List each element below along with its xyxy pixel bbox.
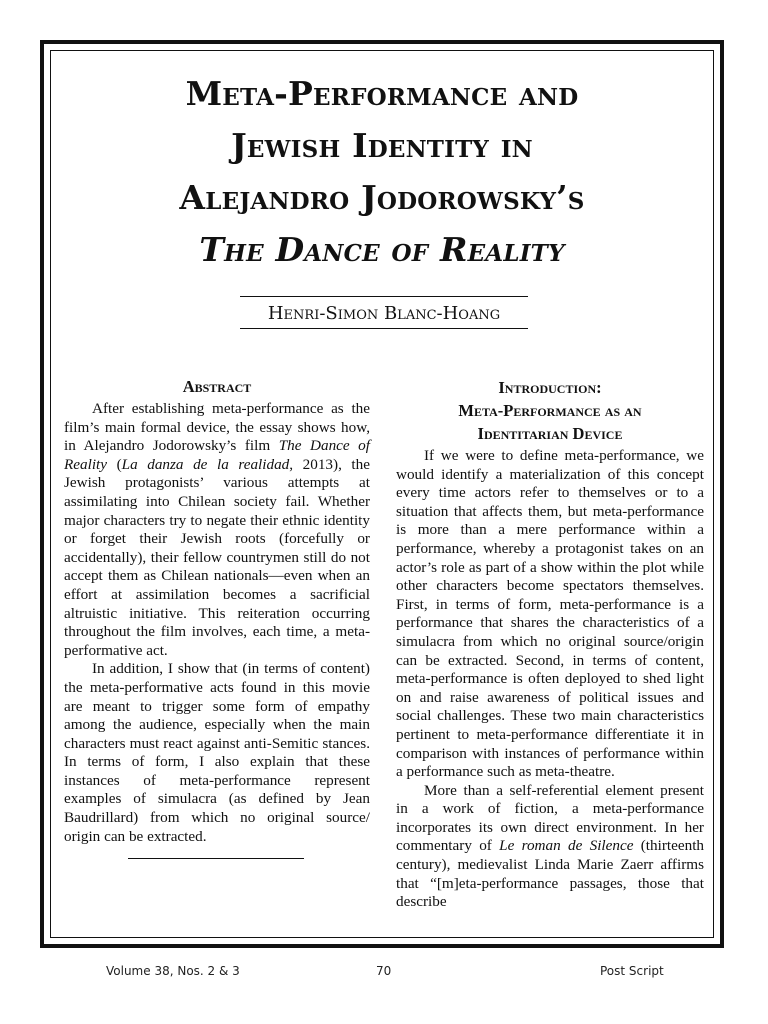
abstract-p1-text-b: ( [107, 455, 122, 473]
intro-paragraph-1: If we were to define meta-performance, we would identify a materialization of this concept every time actors refer to themselves or to a situation that affects them, but meta-performance is more than a mere performance within a performance, whereby a protagonist takes on an actor’s role as part of a show within the plot while other characters become spectators themselves. First, in terms of form, meta-performance is a performance that shares the characteristics of a simulacra from which no original source/origin can be extracted. Second, in terms of content, meta-performance is often deployed to shed light on and raise awareness of political issues and social challenges. These two main characteristics pertinent to meta-performance differentiate it in comparison with instances of performance within a performance such as meta-theatre. [396, 447, 704, 781]
intro-heading-line-3: Identitarian Device [477, 424, 623, 443]
title-line-1: Meta-Performance and [185, 74, 579, 113]
title-line-2: Jewish Identity in [231, 126, 533, 165]
author-name: Henri-Simon Blanc-Hoang [267, 303, 501, 324]
abstract-paragraph-2: In addition, I show that (in terms of content) the meta-performative acts found in this movie are meant to trigger some form of empathy among the audience, especially when the main characters must react against anti-Semitic stances. In terms of form, I also explain that these instances of meta-performance represent examples of simulacra (as defined by Jean Baudrillard) from which no original source/ origin can be extracted. [64, 660, 370, 845]
footer-volume: Volume 38, Nos. 2 & 3 [106, 964, 240, 978]
abstract-end-rule [128, 858, 304, 859]
abstract-column [64, 376, 370, 846]
abstract-p1-text-c: , 2013), the Jewish protagonists’ various attempts at assimilating into Chilean society fail. Whether major characters try to negate their ethnic identity or forget their Jewish roots (forcefully or accidentally), their fellow countrymen still do not accept them as Chilean nationals—even when an effort at assimilation becomes a sacrificial altruistic initiative. This reiteration occurring throughout the film involves, each time, a meta-performative act. [64, 455, 370, 659]
film-title-spanish: La danza de la realidad [121, 455, 290, 473]
abstract-p1-text-a: After establishing meta-performance as the film’s main formal device, the essay shows how, in Alejandro Jodorowsky’s film [64, 400, 370, 455]
abstract-paragraph-1 [64, 400, 370, 660]
intro-heading-line-2: Meta-Performance as an [458, 401, 642, 420]
introduction-heading [396, 376, 704, 445]
abstract-heading: Abstract [182, 377, 252, 396]
intro-heading-line-1: Introduction: [498, 378, 602, 397]
intro-paragraph-2 [396, 782, 704, 912]
article-title [80, 68, 684, 276]
footer-journal: Post Script [600, 964, 664, 978]
author-block [240, 296, 528, 329]
film-title-english: The Dance of Reality [64, 437, 370, 473]
footer-page-number: 70 [376, 964, 392, 978]
title-line-3: Alejandro Jodorowsky’s [179, 178, 585, 217]
intro-p2-text-a: More than a self-referential element present in a work of fiction, a meta-performance incorporates its own direct environment. In her commentary of [396, 781, 704, 855]
introduction-column [396, 376, 704, 912]
intro-p2-text-b: (thirteenth century), medievalist Linda Marie Zaerr affirms that “[m]eta-performance passages, those that describe [396, 837, 705, 911]
title-line-4: The Dance of Reality [199, 230, 565, 269]
cited-work-title: Le roman de Silence [499, 837, 634, 855]
